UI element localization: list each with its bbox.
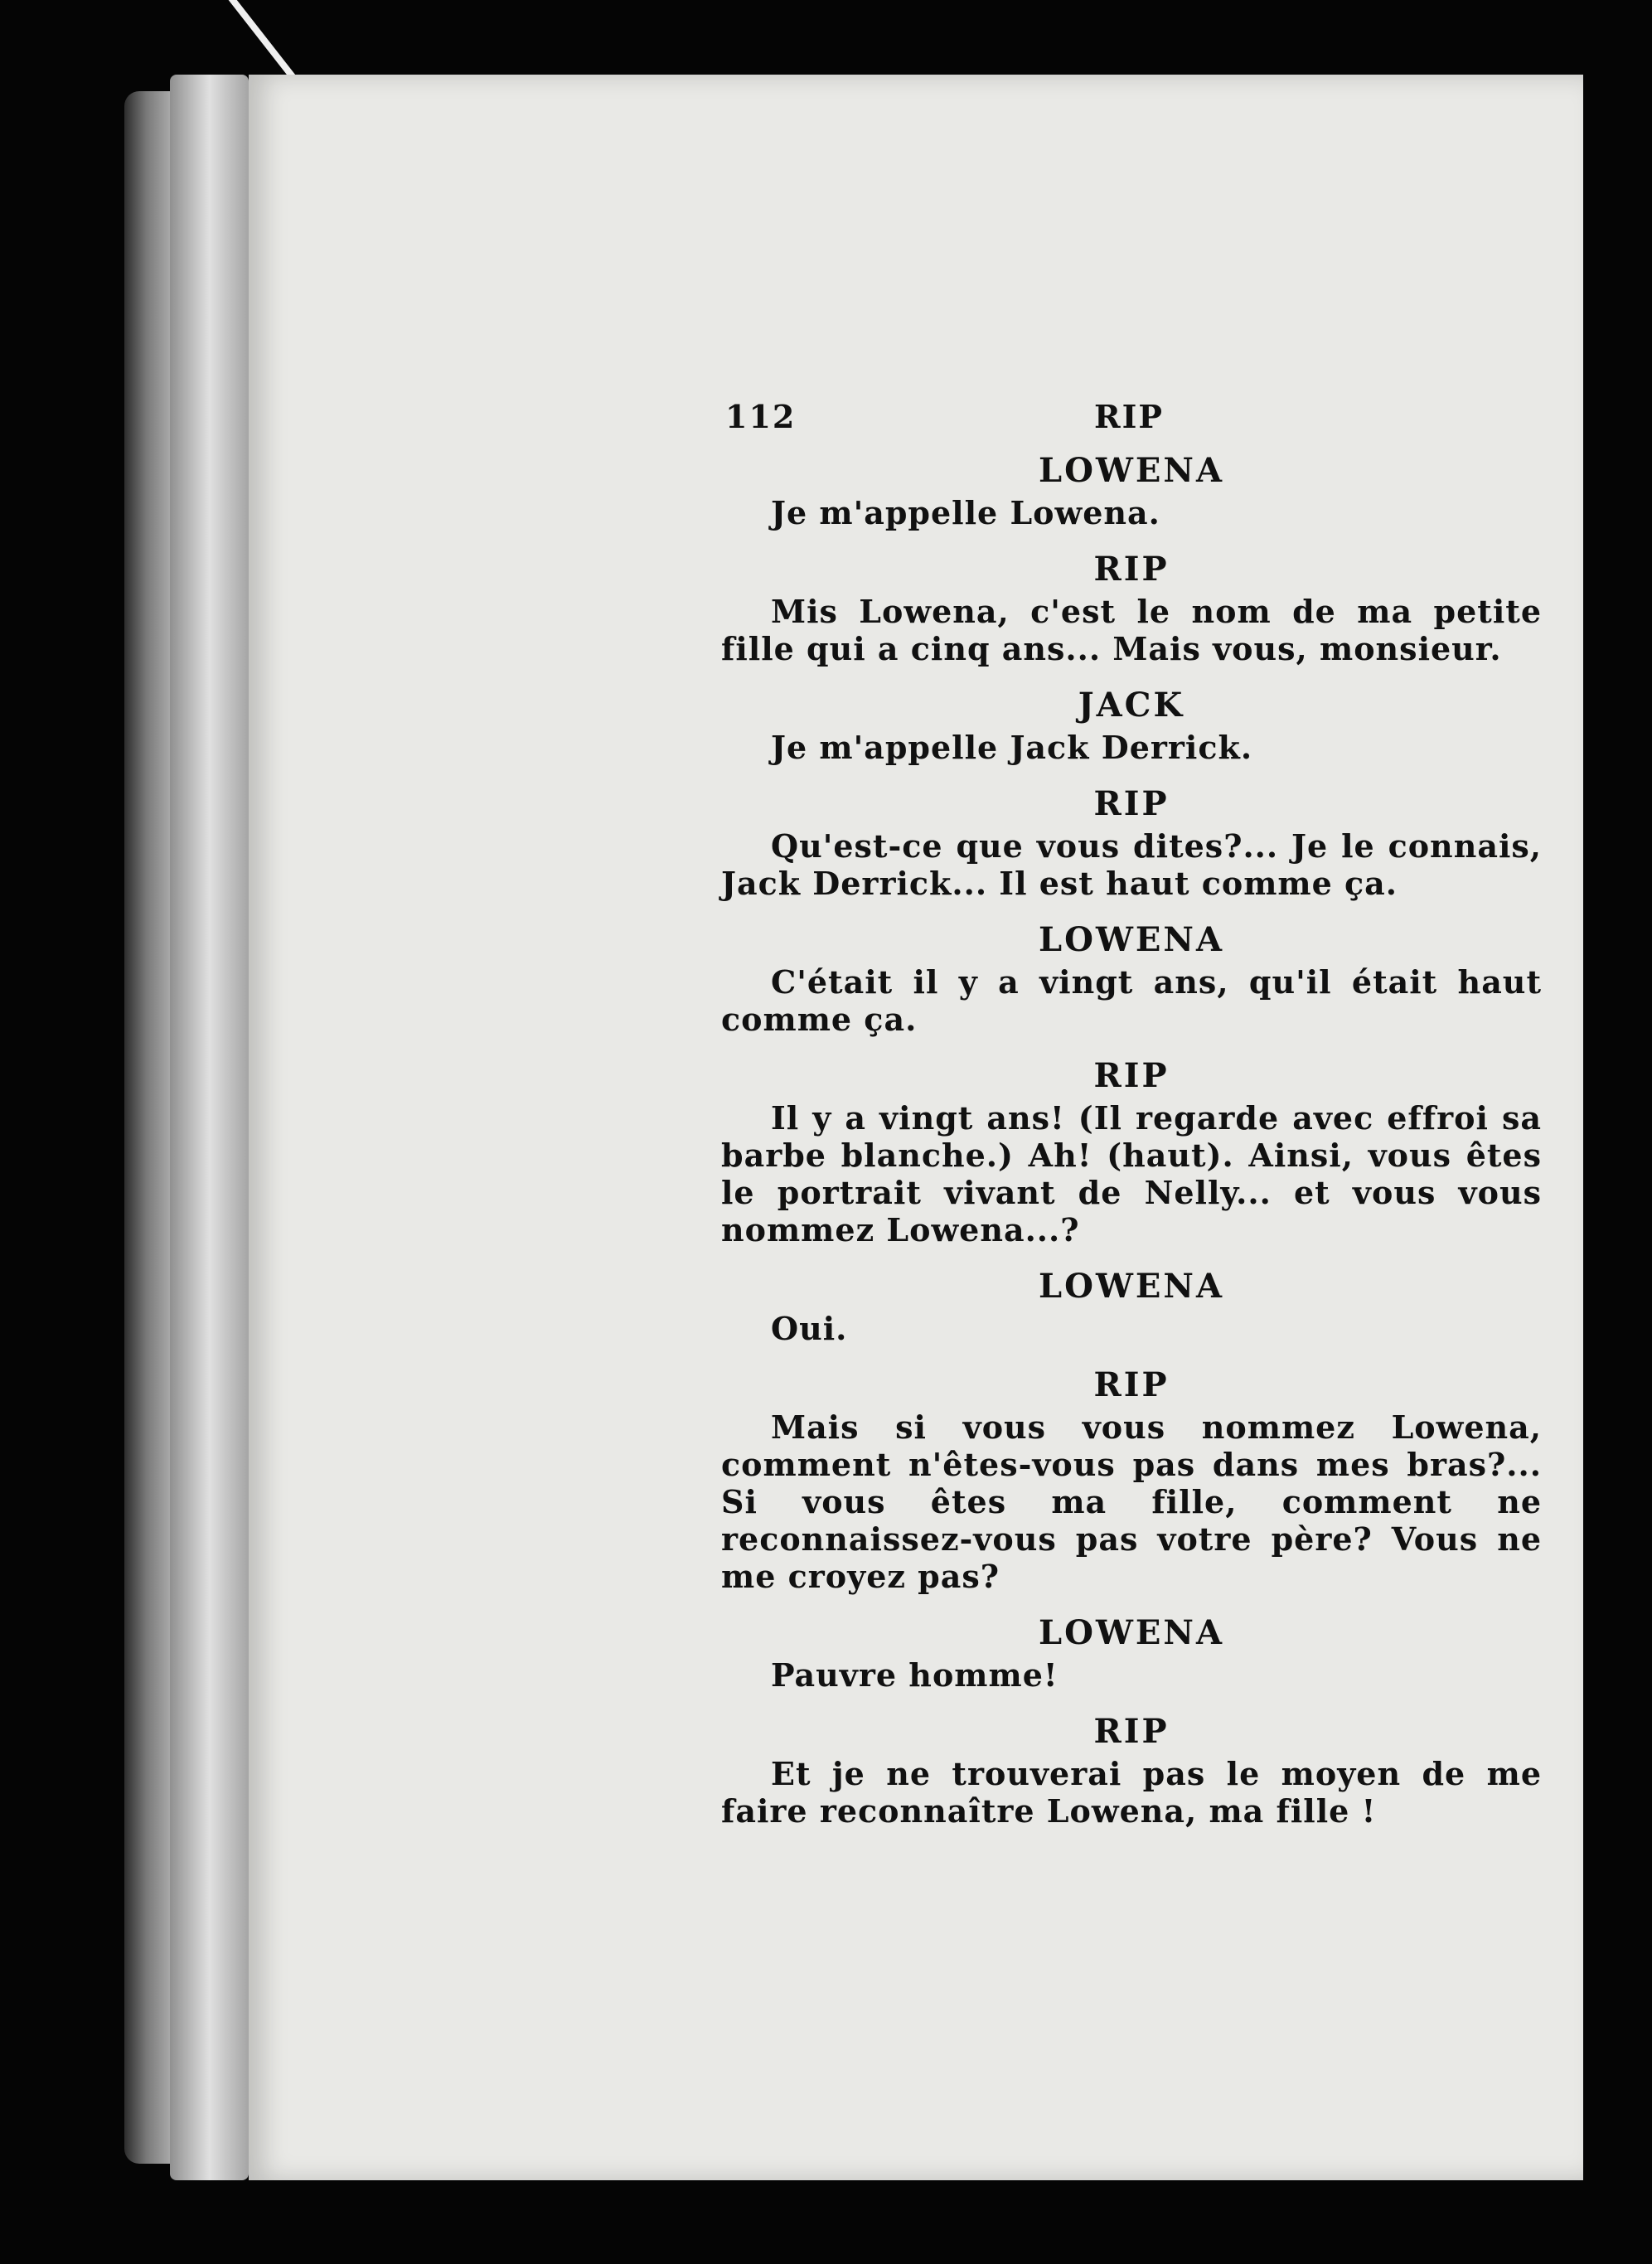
speaker-name: LOWENA (1039, 1267, 1224, 1306)
speech-text: Mais si vous vous nommez Lowena, comment n'êtes-vous pas dans mes bras?... Si vous êtes ma fille, comment ne reconnaissez-vous pas votre père? Vous ne me croyez pas? (721, 1408, 1542, 1595)
speaker-name: JACK (1078, 686, 1185, 725)
speaker-name: RIP (1093, 1056, 1170, 1095)
speech-text: Et je ne trouverai pas le moyen de me faire reconnaître Lowena, ma fille ! (721, 1755, 1542, 1830)
speaker-name: LOWENA (1039, 920, 1224, 959)
page-text (721, 398, 1542, 1845)
speaker-name: RIP (1093, 784, 1170, 823)
speaker-name: LOWENA (1039, 1613, 1224, 1652)
speaker-name: RIP (1093, 1365, 1170, 1404)
speech-text: Pauvre homme! (771, 1656, 1059, 1694)
speech-text: Il y a vingt ans! (Il regarde avec effroi sa barbe blanche.) Ah! (haut). Ainsi, vous êtes le portrait vivant de Nelly... et vous vous nommez Lowena...? (721, 1099, 1542, 1248)
speech-text: Mis Lowena, c'est le nom de ma petite fille qui a cinq ans... Mais vous, monsieur. (721, 593, 1542, 667)
speech-text: Je m'appelle Jack Derrick. (771, 729, 1253, 766)
page-number: 112 (725, 398, 797, 435)
page-header (721, 398, 1542, 448)
running-head: RIP (1094, 398, 1164, 435)
speech-text: Qu'est-ce que vous dites?... Je le connais, Jack Derrick... Il est haut comme ça. (721, 827, 1542, 902)
speaker-name: RIP (1093, 550, 1170, 589)
speech-text: C'était il y a vingt ans, qu'il était haut comme ça. (721, 963, 1542, 1038)
speaker-name: RIP (1093, 1712, 1170, 1751)
speech-text: Je m'appelle Lowena. (771, 494, 1160, 531)
speech-text: Oui. (771, 1310, 848, 1347)
speaker-name: LOWENA (1039, 451, 1224, 490)
